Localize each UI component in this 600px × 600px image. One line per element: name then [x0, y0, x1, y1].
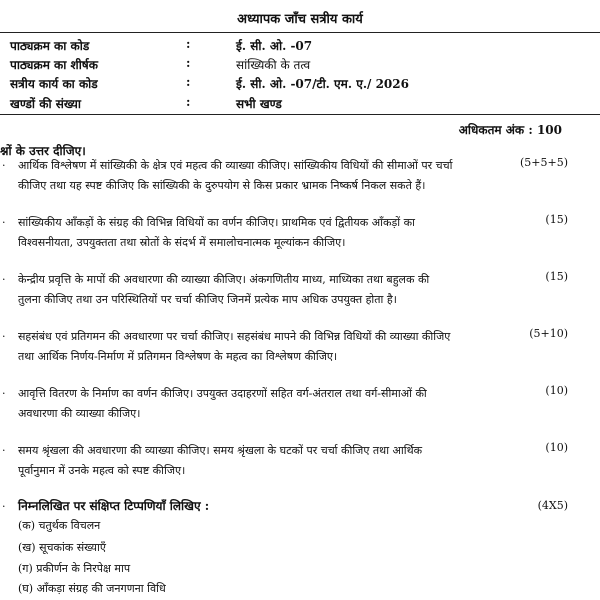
bullet: .	[2, 384, 6, 397]
question-marks: (15)	[545, 213, 568, 226]
question-line: सांख्यिकीय आँकड़ों के संग्रह की विभिन्न विधियों का वर्णन कीजिए। प्राथमिक एवं द्वितीयक आँकड़ों का	[18, 216, 415, 229]
info-colon: :	[186, 95, 191, 109]
question-marks: (10)	[545, 441, 568, 454]
question-marks: (5+10)	[529, 327, 568, 340]
info-row-course-title	[10, 56, 570, 74]
question-line: तथा आर्थिक निर्णय-निर्माण में प्रतिगमन विश्लेषण के महत्व का विश्लेषण कीजिए।	[18, 350, 338, 363]
info-colon: :	[186, 75, 191, 89]
info-value: ई. सी. ओ. -07	[236, 39, 313, 53]
divider	[0, 32, 600, 33]
question-line: अवधारणा की व्याख्या कीजिए।	[18, 407, 141, 420]
question-line: आवृत्ति वितरण के निर्माण का वर्णन कीजिए। उपयुक्त उदाहरणों सहित वर्ग-अंतराल तथा वर्ग-सीमाओं की	[18, 387, 427, 400]
question-text	[18, 213, 488, 253]
question-line: कीजिए तथा यह स्पष्ट कीजिए कि सांख्यिकी के दुरुपयोग से किस प्रकार भ्रामक निष्कर्ष निकल सकते हैं।	[18, 179, 426, 192]
info-colon: :	[186, 37, 191, 51]
question-text	[18, 327, 488, 367]
question-marks: (15)	[545, 270, 568, 283]
info-value: ई. सी. ओ. -07/टी. एम. ए./ 2026	[236, 77, 409, 91]
notes-marks: (4X5)	[537, 499, 568, 512]
question-line: समय श्रृंखला की अवधारणा की व्याख्या कीजिए। समय श्रृंखला के घटकों पर चर्चा कीजिए तथा आर्थिक	[18, 444, 423, 457]
question-text	[18, 156, 488, 196]
note-item: (ख) सूचकांक संख्याएँ	[18, 541, 106, 554]
info-value: सभी खण्ड	[236, 97, 282, 111]
question-marks: (10)	[545, 384, 568, 397]
bullet: .	[2, 213, 6, 226]
bullet: .	[2, 156, 6, 169]
page-title: अध्यापक जाँच सत्रीय कार्य	[237, 12, 363, 27]
question-text	[18, 384, 488, 424]
bullet: .	[2, 497, 6, 510]
question-text	[18, 270, 488, 310]
question-line: विश्वसनीयता, उपयुक्तता तथा स्रोतों के संदर्भ में समालोचनात्मक मूल्यांकन कीजिए।	[18, 236, 346, 249]
question-line: पूर्वानुमान में उनके महत्व को स्पष्ट कीजिए।	[18, 464, 186, 477]
question-line: केन्द्रीय प्रवृत्ति के मापों की अवधारणा की व्याख्या कीजिए। अंकगणितीय माध्य, माध्यिका तथा बहुलक की	[18, 273, 430, 286]
question-line: तुलना कीजिए तथा उन परिस्थितियों पर चर्चा कीजिए जिनमें प्रत्येक माप अधिक उपयुक्त होता है।	[18, 293, 397, 306]
info-value: सांख्यिकी के तत्व	[236, 58, 311, 72]
question-line: आर्थिक विश्लेषण में सांख्यिकी के क्षेत्र एवं महत्व की व्याख्या कीजिए। सांख्यिकीय विधियों की सीमाओं पर चर्चा	[18, 159, 453, 172]
info-row-assignment-code	[10, 75, 570, 93]
divider	[0, 114, 600, 115]
bullet: .	[2, 327, 6, 340]
info-colon: :	[186, 56, 191, 70]
info-row-blocks	[10, 95, 570, 113]
info-row-course-code	[10, 37, 570, 55]
note-item: (क) चतुर्थक विचलन	[18, 519, 101, 532]
bullet: .	[2, 270, 6, 283]
bullet: .	[2, 441, 6, 454]
instruction: श्नों के उत्तर दीजिए।	[0, 144, 86, 158]
info-key: पाठ्यक्रम का कोड	[10, 39, 90, 53]
max-marks: अधिकतम अंक : 100	[458, 123, 562, 137]
notes-heading: निम्नलिखित पर संक्षिप्त टिप्पणियाँ लिखिए :	[18, 499, 210, 513]
info-key: पाठ्यक्रम का शीर्षक	[10, 58, 98, 72]
info-key: सत्रीय कार्य का कोड	[10, 77, 98, 91]
note-item: (ग) प्रकीर्णन के निरपेक्ष माप	[18, 562, 131, 575]
question-marks: (5+5+5)	[519, 156, 568, 169]
question-line: सहसंबंध एवं प्रतिगमन की अवधारणा पर चर्चा कीजिए। सहसंबंध मापने की विभिन्न विधियों की व्याख्या कीजिए	[18, 330, 451, 343]
info-key: खण्डों की संख्या	[10, 97, 81, 111]
note-item: (घ) आँकड़ा संग्रह की जनगणना विधि	[18, 582, 166, 595]
question-text	[18, 441, 488, 481]
